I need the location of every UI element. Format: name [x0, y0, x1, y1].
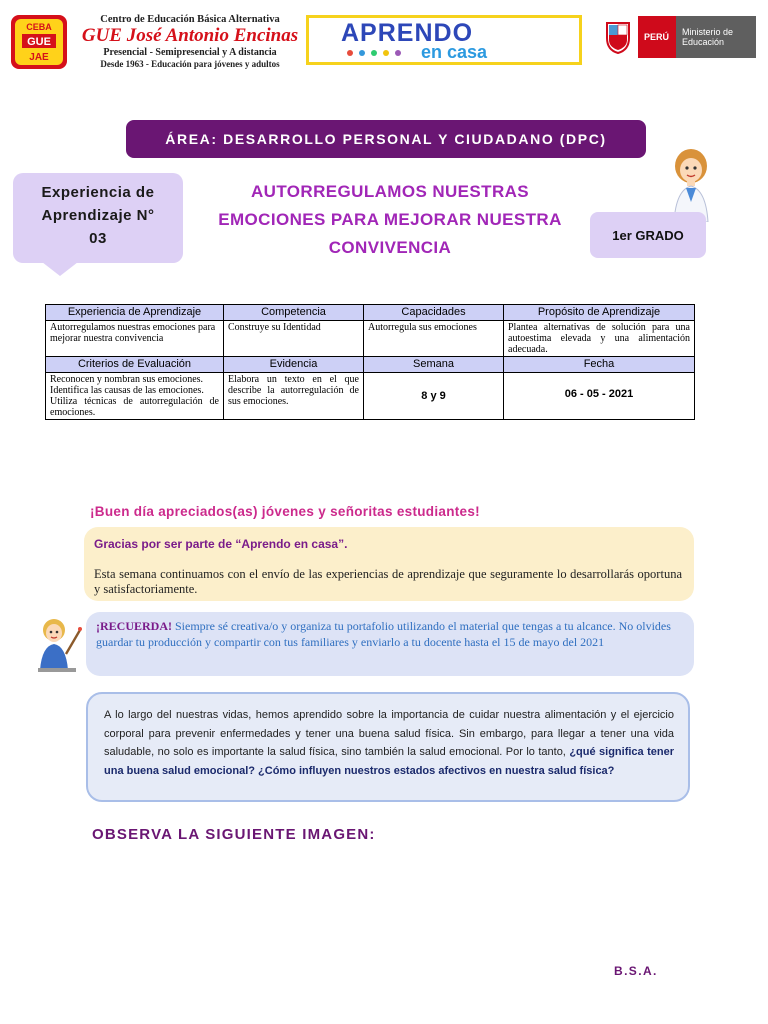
- header-week: Semana: [364, 357, 504, 373]
- school-logo: [10, 14, 68, 70]
- school-line-4: Desde 1963 - Educación para jóvenes y adultos: [100, 59, 280, 69]
- school-line-1: Centro de Educación Básica Alternativa: [100, 14, 280, 25]
- criterion-3: Utiliza técnicas de autorregulación de emociones.: [50, 396, 219, 418]
- criterion-1: Reconocen y nombran sus emociones.: [50, 374, 204, 385]
- title-line-3: CONVIVENCIA: [328, 238, 452, 257]
- emotional-health-box: [86, 692, 690, 802]
- experience-line-1: Experiencia de: [41, 184, 155, 201]
- title-line-2: EMOCIONES PARA MEJORAR NUESTRA: [218, 210, 562, 229]
- cell-criteria: [46, 373, 224, 420]
- intro-paragraph: A lo largo del nuestras vidas, hemos aprendido sobre la importancia de cuidar nuestra alimentación y el ejercicio corporal para prevenir enfermedades y tener una buena salud física. Sin embargo, para llegar a tener una vida saludable, no solo es importante la salud física, sino también la salud emocional. Por lo tanto,: [104, 709, 674, 758]
- table-row: [46, 373, 695, 420]
- thanks-text: Esta semana continuamos con el envío de las experiencias de aprendizaje que seguramente lo desarrollarás oportuna y satisfactoriamente.: [94, 567, 682, 596]
- callout-tail: [42, 262, 78, 276]
- svg-text:GUE: GUE: [27, 36, 51, 48]
- aprendo-word: APRENDO: [341, 19, 474, 47]
- cell-date: 06 - 05 - 2021: [504, 373, 695, 420]
- author-signature: B.S.A.: [614, 964, 658, 978]
- title-line-1: AUTORREGULAMOS NUESTRAS: [250, 182, 530, 201]
- dots-decoration-icon: [345, 48, 415, 58]
- table-header-row: [46, 357, 695, 373]
- cell-experience: Autorregulamos nuestras emociones para mejorar nuestra convivencia: [46, 321, 224, 357]
- reminder-box: [86, 612, 694, 676]
- school-line-3: Presencial - Semipresencial y A distancia: [103, 47, 277, 58]
- header-capacities: Capacidades: [364, 305, 504, 321]
- ministry-logo: [604, 16, 756, 58]
- peru-label: PERÚ: [638, 16, 676, 58]
- reminder-label: ¡RECUERDA!: [96, 619, 172, 633]
- table-row: [46, 321, 695, 357]
- aprendo-en-casa-logo: [306, 15, 582, 65]
- header-criteria: Criterios de Evaluación: [46, 357, 224, 373]
- svg-text:CEBA: CEBA: [26, 22, 52, 32]
- observe-heading: OBSERVA LA SIGUIENTE IMAGEN:: [92, 826, 376, 843]
- cell-week: 8 y 9: [364, 373, 504, 420]
- experience-line-2: Aprendizaje N°: [41, 207, 155, 224]
- experience-number-box: [13, 173, 183, 263]
- thanks-box: [84, 527, 694, 601]
- cell-purpose: Plantea alternativas de solución para una autoestima elevada y una alimentación adecuada.: [504, 321, 695, 357]
- experience-number: 03: [89, 230, 107, 247]
- learning-info-table: [45, 304, 695, 420]
- area-banner: ÁREA: DESARROLLO PERSONAL Y CIUDADANO (DPC): [126, 120, 646, 158]
- svg-text:JAE: JAE: [29, 52, 49, 63]
- reflection-question: ¿qué significa tener una buena salud emocional? ¿Cómo influyen nuestros estados afectivos en nuestra salud física?: [104, 746, 674, 777]
- school-heading: [72, 14, 308, 70]
- header-evidence: Evidencia: [224, 357, 364, 373]
- header-date: Fecha: [504, 357, 695, 373]
- header-competence: Competencia: [224, 305, 364, 321]
- school-name: GUE José Antonio Encinas: [81, 25, 299, 46]
- reminder-text: Siempre sé creativa/o y organiza tu portafolio utilizando el material que tengas a tu alcance. No olvides guardar tu producción y compartir con tus familiares y enviarlo a tu docente hasta el 15 de mayo del 2021: [96, 619, 671, 649]
- cell-competence: Construye su Identidad: [224, 321, 364, 357]
- en-casa-word: en casa: [421, 42, 488, 62]
- table-header-row: [46, 305, 695, 321]
- criterion-2: Identifica las causas de las emociones.: [50, 385, 204, 396]
- student-illustration-icon: [36, 616, 82, 676]
- grade-badge: 1er GRADO: [590, 212, 706, 258]
- page-title: [188, 178, 592, 262]
- peru-shield-icon: [604, 20, 632, 54]
- cell-capacities: Autorregula sus emociones: [364, 321, 504, 357]
- greeting-text: ¡Buen día apreciados(as) jóvenes y señoritas estudiantes!: [90, 504, 480, 519]
- ministry-label: Ministerio de Educación: [676, 16, 756, 58]
- header-experience: Experiencia de Aprendizaje: [46, 305, 224, 321]
- thanks-title: Gracias por ser parte de “Aprendo en casa”.: [94, 537, 348, 551]
- teacher-illustration-icon: [668, 146, 714, 222]
- cell-evidence: Elabora un texto en el que describe la autorregulación de sus emociones.: [224, 373, 364, 420]
- header-purpose: Propósito de Aprendizaje: [504, 305, 695, 321]
